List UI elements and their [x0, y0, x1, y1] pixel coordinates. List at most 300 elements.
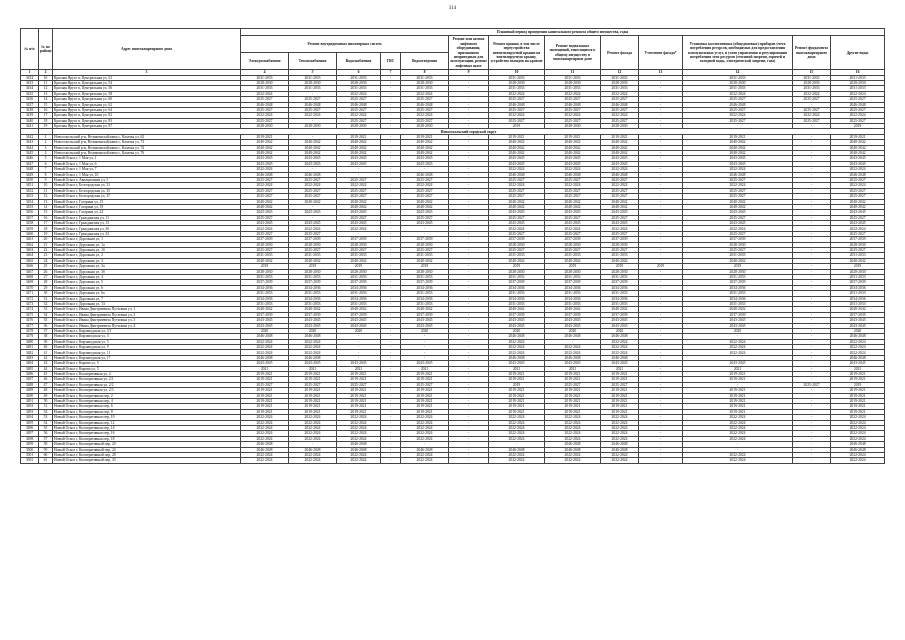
- row-address: Новый Оскол г, Дорожная ул, 4: [53, 275, 241, 280]
- column-index-cell: 14: [683, 70, 793, 75]
- row-period: -: [449, 145, 489, 150]
- row-num: 3479: [21, 334, 39, 339]
- row-address: Новый Оскол г, Гагарина ул, 15: [53, 199, 241, 204]
- row-district-num: 12: [39, 86, 53, 91]
- row-period: -: [449, 398, 489, 403]
- row-period: 2031-2033: [489, 86, 545, 91]
- col-lift: Ремонт или замена лифтового оборудования, признанного непригодным для эксплуатации, ремонт лифтовых шахт: [450, 37, 487, 68]
- row-period: 2025-2027: [831, 188, 885, 193]
- row-num: 3441: [21, 124, 39, 129]
- row-address: Красная Яруга п, Центральная ул, 58: [53, 91, 241, 96]
- row-period: -: [401, 167, 449, 172]
- row-period: 2025-2027: [241, 382, 289, 387]
- row-period: 2037-2039: [489, 280, 545, 285]
- row-period: 2040-2042: [337, 145, 381, 150]
- row-period: 2019-2021: [289, 388, 337, 393]
- row-period: 2022-2024: [601, 425, 639, 430]
- row-period: 2019: [545, 264, 601, 269]
- row-period: 2019: [601, 264, 639, 269]
- row-period: -: [449, 301, 489, 306]
- row-num: 3461: [21, 237, 39, 242]
- row-period: 2040-2042: [683, 145, 793, 150]
- row-district-num: 32: [39, 301, 53, 306]
- row-period: 2034-2036: [831, 285, 885, 290]
- row-period: 2031-2033: [241, 275, 289, 280]
- row-period: 2043-2045: [831, 318, 885, 323]
- row-period: 2025-2027: [601, 231, 639, 236]
- col-address: Адрес многоквартирного дома: [53, 29, 241, 70]
- row-period: 2040-2042: [831, 199, 885, 204]
- row-period: 2022-2024: [489, 458, 545, 463]
- row-period: 2019-2021: [831, 398, 885, 403]
- row-period: 2025-2027: [289, 188, 337, 193]
- row-period: 2022-2024: [601, 436, 639, 441]
- row-period: 2034-2036: [831, 296, 885, 301]
- row-period: -: [381, 323, 401, 328]
- row-period: 2019: [401, 264, 449, 269]
- row-period: -: [449, 242, 489, 247]
- row-period: 2031-2033: [337, 301, 381, 306]
- row-period: -: [401, 350, 449, 355]
- row-period: -: [449, 355, 489, 360]
- row-period: 2043-2045: [545, 318, 601, 323]
- row-period: 2022-2024: [337, 183, 381, 188]
- row-period: -: [793, 242, 831, 247]
- row-period: -: [793, 377, 831, 382]
- row-period: 2019-2021: [401, 377, 449, 382]
- row-period: 2022-2024: [683, 113, 793, 118]
- row-period: 2019-2021: [831, 409, 885, 414]
- row-address: Красная Яруга п, Центральная ул, 87: [53, 124, 241, 129]
- row-period: -: [683, 355, 793, 360]
- row-num: 3469: [21, 280, 39, 285]
- row-period: 2025-2027: [401, 177, 449, 182]
- row-period: 2031-2033: [683, 291, 793, 296]
- row-period: 2022-2024: [241, 431, 289, 436]
- row-period: 2040-2042: [601, 145, 639, 150]
- row-period: 2040-2042: [289, 199, 337, 204]
- row-period: 2022-2024: [241, 345, 289, 350]
- row-period: 2046-2048: [289, 334, 337, 339]
- col-electric: Электроснабжения: [241, 53, 289, 70]
- row-address: Новый Оскол г, Кооперативная пер, 10: [53, 415, 241, 420]
- row-period: -: [639, 328, 683, 333]
- row-period: 2022-2024: [683, 431, 793, 436]
- row-period: 2040-2042: [289, 140, 337, 145]
- row-period: -: [793, 328, 831, 333]
- row-period: 2028-2030: [545, 269, 601, 274]
- row-period: -: [449, 275, 489, 280]
- col-gvs: ГВС: [381, 53, 401, 70]
- row-address: Новый Оскол г, Кооперативный пер, 33: [53, 458, 241, 463]
- row-period: 2043-2045: [241, 361, 289, 366]
- column-index-cell: 13: [639, 70, 683, 75]
- row-period: -: [381, 172, 401, 177]
- row-num: 3464: [21, 253, 39, 258]
- row-period: 2022-2024: [241, 350, 289, 355]
- row-period: 2025-2027: [401, 118, 449, 123]
- row-period: 2022-2024: [401, 420, 449, 425]
- row-num: 3498: [21, 436, 39, 441]
- row-period: 2028-2030: [683, 242, 793, 247]
- row-district-num: 12: [39, 194, 53, 199]
- row-period: -: [793, 226, 831, 231]
- row-period: -: [793, 361, 831, 366]
- row-period: -: [449, 97, 489, 102]
- row-period: -: [381, 118, 401, 123]
- row-period: -: [793, 210, 831, 215]
- col-basement: Ремонт подвальных помещений, относящихся к общему имуществу в многоквартирном доме: [545, 36, 601, 70]
- row-period: 2025-2027: [545, 97, 601, 102]
- row-period: 2043-2045: [545, 361, 601, 366]
- row-period: -: [337, 334, 381, 339]
- row-period: 2025-2027: [683, 177, 793, 182]
- row-period: 2021: [289, 366, 337, 371]
- row-period: 2022-2024: [601, 431, 639, 436]
- column-index-cell: 15: [793, 70, 831, 75]
- row-period: 2031-2033: [601, 253, 639, 258]
- row-period: 2037-2039: [241, 312, 289, 317]
- row-period: 2046-2048: [545, 447, 601, 452]
- row-period: -: [381, 161, 401, 166]
- row-num: 3448: [21, 167, 39, 172]
- row-district-num: 27: [39, 275, 53, 280]
- row-period: -: [639, 382, 683, 387]
- row-period: 2031-2033: [545, 275, 601, 280]
- row-period: -: [793, 312, 831, 317]
- row-period: -: [449, 221, 489, 226]
- row-num: 3467: [21, 269, 39, 274]
- row-period: 2034-2036: [601, 285, 639, 290]
- row-period: 2020: [831, 328, 885, 333]
- row-period: -: [639, 447, 683, 452]
- row-period: 2025-2027: [337, 177, 381, 182]
- row-period: -: [793, 447, 831, 452]
- row-period: 2022-2024: [831, 345, 885, 350]
- row-period: 2022-2024: [337, 226, 381, 231]
- row-period: -: [381, 350, 401, 355]
- row-district-num: 46: [39, 377, 53, 382]
- row-num: 3482: [21, 350, 39, 355]
- row-period: 2040-2042: [337, 307, 381, 312]
- row-period: 2025-2027: [793, 118, 831, 123]
- row-district-num: 18: [39, 118, 53, 123]
- row-period: 2025-2027: [683, 194, 793, 199]
- row-period: -: [449, 86, 489, 91]
- row-period: -: [639, 161, 683, 166]
- row-period: 2028-2030: [489, 269, 545, 274]
- row-period: 2046-2048: [337, 102, 381, 107]
- row-period: 2040-2042: [489, 307, 545, 312]
- row-period: -: [793, 436, 831, 441]
- col-meters: Установка коллективных (общедомовых) приборов учета потребления ресурсов, необходимых для предоставления коммунальных услуг, и узлов управления и регулирования потребления этих ресурсов (тепловой энергии, горячей и холодной воды, электрической энергии, газа): [683, 36, 793, 70]
- row-period: 2025-2027: [337, 97, 381, 102]
- row-period: 2022-2024: [289, 452, 337, 457]
- row-address: Новый Оскол г, Кооперативная пер, 4: [53, 398, 241, 403]
- row-period: 2022-2024: [337, 425, 381, 430]
- row-period: 2025-2027: [401, 188, 449, 193]
- row-period: -: [793, 345, 831, 350]
- row-period: -: [381, 355, 401, 360]
- row-period: -: [639, 372, 683, 377]
- row-period: -: [793, 393, 831, 398]
- row-address: Новый Оскол г, Дорожная ул, 1б: [53, 248, 241, 253]
- row-num: 3483: [21, 355, 39, 360]
- row-period: 2025-2027: [289, 194, 337, 199]
- row-period: 2034-2036: [545, 296, 601, 301]
- row-period: 2022-2024: [337, 420, 381, 425]
- row-period: 2043-2045: [489, 161, 545, 166]
- row-period: 2040-2042: [831, 258, 885, 263]
- row-period: 2040-2042: [241, 199, 289, 204]
- row-period: -: [639, 377, 683, 382]
- row-period: -: [639, 140, 683, 145]
- row-period: 2019-2021: [241, 409, 289, 414]
- row-period: 2028-2030: [337, 242, 381, 247]
- row-period: 2019-2021: [337, 388, 381, 393]
- row-period: 2025-2027: [401, 215, 449, 220]
- row-period: 2043-2045: [601, 318, 639, 323]
- row-period: 2022-2024: [241, 458, 289, 463]
- row-period: 2022-2024: [793, 113, 831, 118]
- row-num: 3439: [21, 113, 39, 118]
- row-district-num: 30: [39, 291, 53, 296]
- row-period: -: [381, 231, 401, 236]
- column-index-cell: 6: [337, 70, 381, 75]
- row-num: 3455: [21, 204, 39, 209]
- row-period: 2031-2033: [489, 291, 545, 296]
- row-period: 2019-2021: [683, 372, 793, 377]
- row-period: 2022-2024: [831, 226, 885, 231]
- row-period: 2043-2045: [831, 323, 885, 328]
- row-period: 2019-2021: [683, 398, 793, 403]
- row-period: 2022-2024: [289, 436, 337, 441]
- row-period: 2043-2045: [337, 156, 381, 161]
- row-period: -: [401, 339, 449, 344]
- row-period: -: [337, 167, 381, 172]
- row-num: 3474: [21, 307, 39, 312]
- row-period: 2037-2039: [401, 312, 449, 317]
- row-period: 2022-2024: [241, 339, 289, 344]
- row-district-num: 2: [39, 140, 53, 145]
- row-district-num: 42: [39, 355, 53, 360]
- row-period: 2040-2042: [683, 199, 793, 204]
- row-period: 2025-2027: [601, 107, 639, 112]
- row-period: -: [793, 388, 831, 393]
- row-period: 2022-2024: [241, 420, 289, 425]
- row-period: 2031-2033: [683, 301, 793, 306]
- row-period: -: [639, 226, 683, 231]
- row-address: Новый Оскол г, Кирова ул, 3: [53, 361, 241, 366]
- row-period: 2031-2033: [793, 75, 831, 80]
- row-period: 2025-2027: [337, 215, 381, 220]
- row-period: 2022-2024: [545, 183, 601, 188]
- row-period: 2022-2024: [601, 420, 639, 425]
- row-period: -: [449, 425, 489, 430]
- row-period: 2046-2048: [241, 172, 289, 177]
- row-period: 2019-2021: [489, 377, 545, 382]
- row-period: -: [639, 86, 683, 91]
- row-period: 2031-2033: [241, 291, 289, 296]
- row-period: -: [381, 280, 401, 285]
- row-period: 2025-2027: [337, 194, 381, 199]
- row-period: 2019-2021: [289, 404, 337, 409]
- row-period: 2019-2021: [489, 393, 545, 398]
- row-address: Новый Оскол г, Кирзаводская ул, 17: [53, 355, 241, 360]
- row-period: -: [381, 140, 401, 145]
- row-period: 2043-2045: [289, 161, 337, 166]
- row-period: 2046-2048: [489, 334, 545, 339]
- row-period: -: [381, 156, 401, 161]
- row-num: 3453: [21, 194, 39, 199]
- row-period: -: [381, 75, 401, 80]
- row-period: -: [793, 291, 831, 296]
- row-period: 2043-2045: [289, 221, 337, 226]
- row-period: 2025-2027: [683, 248, 793, 253]
- row-period: 2019-2021: [831, 404, 885, 409]
- row-period: 2037-2039: [545, 237, 601, 242]
- row-period: 2046-2048: [489, 355, 545, 360]
- column-index-cell: 16: [831, 70, 885, 75]
- row-period: 2019-2021: [831, 393, 885, 398]
- row-period: -: [449, 226, 489, 231]
- row-period: 2046-2048: [545, 442, 601, 447]
- row-period: -: [639, 237, 683, 242]
- row-period: 2037-2039: [241, 237, 289, 242]
- row-period: -: [381, 312, 401, 317]
- row-period: 2019: [337, 264, 381, 269]
- row-period: 2022-2024: [831, 458, 885, 463]
- row-period: 2022-2024: [489, 350, 545, 355]
- col-heat: Теплоснабжения: [289, 53, 337, 70]
- row-district-num: 16: [39, 215, 53, 220]
- col-num: № п/п: [21, 29, 39, 70]
- row-period: 2025-2027: [337, 118, 381, 123]
- row-period: 2019-2021: [545, 372, 601, 377]
- row-period: 2022-2024: [241, 415, 289, 420]
- row-period: 2046-2048: [831, 172, 885, 177]
- row-period: 2019-2021: [337, 404, 381, 409]
- row-period: -: [449, 269, 489, 274]
- row-num: 3466: [21, 264, 39, 269]
- row-period: -: [449, 183, 489, 188]
- row-period: -: [639, 436, 683, 441]
- row-num: 3458: [21, 221, 39, 226]
- row-period: 2019-2021: [241, 377, 289, 382]
- row-period: -: [337, 350, 381, 355]
- row-period: -: [639, 124, 683, 129]
- row-period: -: [639, 172, 683, 177]
- row-num: 3437: [21, 102, 39, 107]
- row-period: 2022-2024: [337, 113, 381, 118]
- row-period: 2040-2042: [489, 151, 545, 156]
- row-period: 2043-2045: [289, 156, 337, 161]
- row-period: 2031-2033: [683, 253, 793, 258]
- row-period: 2043-2045: [241, 318, 289, 323]
- row-period: 2037-2039: [601, 312, 639, 317]
- row-period: 2028-2030: [401, 269, 449, 274]
- row-period: -: [639, 431, 683, 436]
- row-address: Новый Оскол г, Кирзаводская ул, 9: [53, 345, 241, 350]
- row-period: -: [639, 253, 683, 258]
- row-address: Новый Оскол г, 1 Мая ул, 6: [53, 161, 241, 166]
- row-period: 2031-2033: [793, 86, 831, 91]
- row-period: 2019: [489, 124, 545, 129]
- row-num: 3452: [21, 188, 39, 193]
- row-district-num: 43: [39, 361, 53, 366]
- row-period: 2037-2039: [683, 312, 793, 317]
- row-num: 3488: [21, 382, 39, 387]
- row-period: 2040-2042: [489, 140, 545, 145]
- row-period: -: [639, 285, 683, 290]
- row-num: 3499: [21, 442, 39, 447]
- row-period: 2025-2027: [289, 248, 337, 253]
- row-period: -: [793, 140, 831, 145]
- row-period: 2046-2048: [831, 355, 885, 360]
- row-period: 2025-2027: [337, 382, 381, 387]
- row-period: 2037-2039: [831, 237, 885, 242]
- row-period: 2019-2021: [401, 372, 449, 377]
- row-period: 2028-2030: [241, 269, 289, 274]
- row-period: 2019-2021: [241, 134, 289, 139]
- row-period: 2040-2042: [683, 204, 793, 209]
- row-address: Новый Оскол г, Ивана Дмитриевича Путилина ул, 2: [53, 312, 241, 317]
- row-address: Новый Оскол г, Гражданская ул, 13: [53, 221, 241, 226]
- row-period: -: [793, 215, 831, 220]
- row-num: 3462: [21, 242, 39, 247]
- row-period: 2025-2027: [545, 231, 601, 236]
- row-period: 2022-2024: [241, 91, 289, 96]
- row-period: 2028-2030: [241, 124, 289, 129]
- row-period: -: [401, 231, 449, 236]
- row-num: 3477: [21, 323, 39, 328]
- row-period: -: [381, 151, 401, 156]
- row-num: 3495: [21, 420, 39, 425]
- row-period: 2043-2045: [401, 361, 449, 366]
- row-period: 2040-2042: [489, 204, 545, 209]
- row-period: 2043-2045: [545, 161, 601, 166]
- row-period: -: [381, 301, 401, 306]
- row-period: 2040-2042: [601, 204, 639, 209]
- row-period: 2046-2048: [545, 172, 601, 177]
- row-period: 2043-2045: [831, 161, 885, 166]
- row-period: -: [639, 210, 683, 215]
- row-period: -: [639, 404, 683, 409]
- row-address: Новый Оскол г, Кооперативная пер, 16: [53, 431, 241, 436]
- row-address: Новый Оскол г, Дорожная ул, 5: [53, 280, 241, 285]
- row-period: -: [793, 145, 831, 150]
- row-period: 2022-2024: [489, 226, 545, 231]
- row-period: -: [449, 328, 489, 333]
- row-period: 2022-2024: [241, 436, 289, 441]
- row-period: 2025-2027: [545, 215, 601, 220]
- row-district-num: 37: [39, 328, 53, 333]
- row-period: -: [449, 339, 489, 344]
- row-address: Новый Оскол г, Кооперативная ул, 2: [53, 372, 241, 377]
- row-period: 2046-2048: [601, 334, 639, 339]
- row-period: 2046-2048: [601, 172, 639, 177]
- row-period: 2040-2042: [683, 140, 793, 145]
- row-period: -: [639, 323, 683, 328]
- row-district-num: 11: [39, 188, 53, 193]
- row-address: Новый Оскол г, Дорожная ул, 6а: [53, 291, 241, 296]
- row-period: 2025-2027: [683, 215, 793, 220]
- row-period: 2022-2024: [337, 415, 381, 420]
- row-period: -: [793, 177, 831, 182]
- row-period: 2031-2033: [545, 253, 601, 258]
- row-period: 2022-2024: [545, 167, 601, 172]
- row-district-num: 50: [39, 398, 53, 403]
